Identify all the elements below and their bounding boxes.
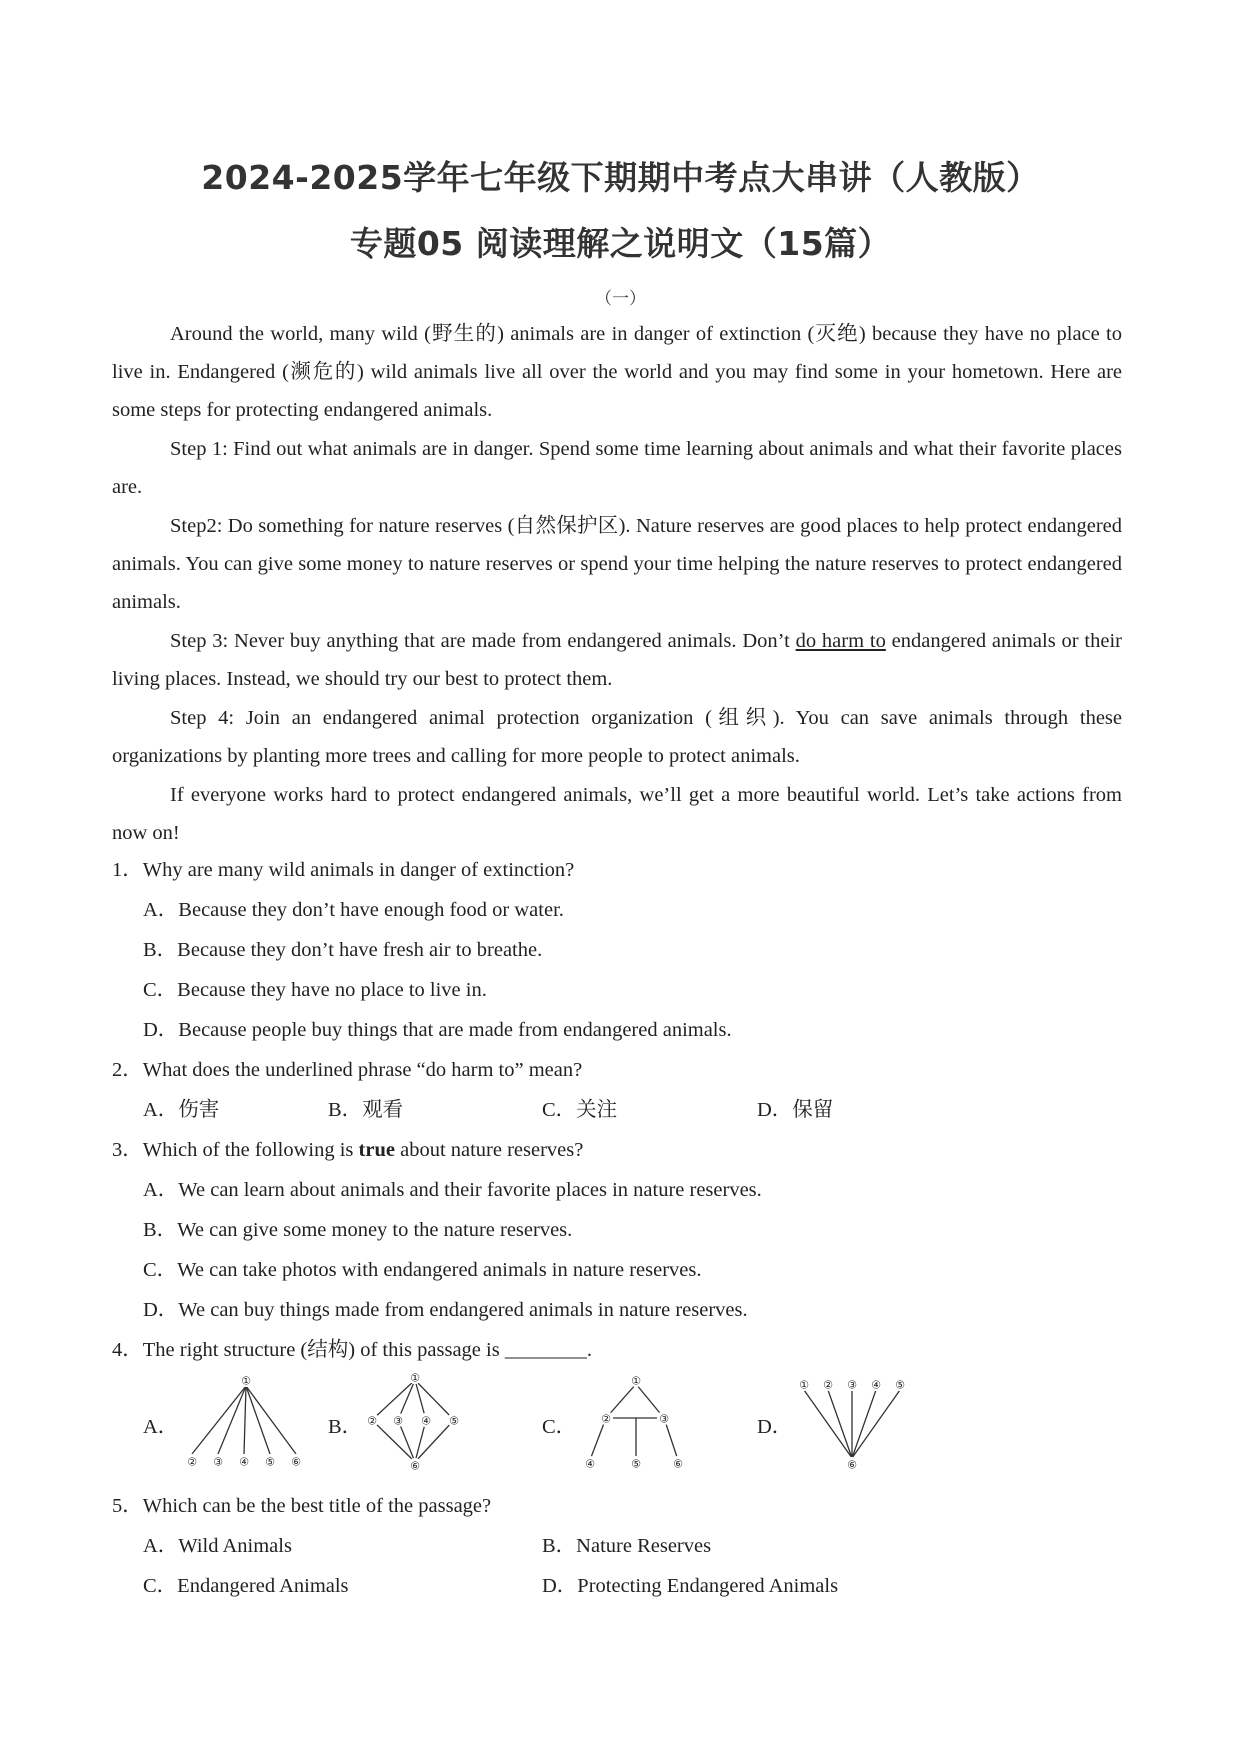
svg-text:②: ② [601, 1412, 611, 1426]
svg-text:⑤: ⑤ [265, 1455, 275, 1469]
svg-text:①: ① [799, 1378, 809, 1392]
passage-paragraph-3: Step2: Do something for nature reserves (自然保护区). Nature reserves are good places to help protect endangered animals. You can give some money to nature reserves or spend your time helping the nature reserves to protect endangered animals. [112, 515, 1122, 613]
q5-option-b[interactable]: B．Nature Reserves [542, 1535, 712, 1557]
diagram-c-svg [578, 1372, 690, 1472]
q4-option-d[interactable]: D． [757, 1416, 793, 1438]
svg-text:⑥: ⑥ [847, 1458, 857, 1472]
q5-option-a[interactable]: A．Wild Animals [143, 1535, 292, 1557]
q3-option-b[interactable]: B．We can give some money to the nature reserves. [143, 1219, 573, 1241]
svg-text:⑤: ⑤ [895, 1378, 905, 1392]
q1-option-c[interactable]: C．Because they have no place to live in. [143, 979, 487, 1001]
q3-option-d[interactable]: D．We can buy things made from endangered animals in nature reserves. [143, 1299, 748, 1321]
page-subtitle: 专题05 阅读理解之说明文（15篇） [349, 224, 892, 263]
diagram-b-svg [360, 1368, 470, 1474]
q2-option-c[interactable]: C．关注 [542, 1099, 618, 1121]
svg-text:②: ② [823, 1378, 833, 1392]
page-title: 2024-2025学年七年级下期期中考点大串讲（人教版） [201, 158, 1040, 197]
svg-text:④: ④ [585, 1457, 595, 1471]
q1-option-b[interactable]: B．Because they don’t have fresh air to breathe. [143, 939, 543, 961]
passage-paragraph-1: Around the world, many wild (野生的) animals are in danger of extinction (灭绝) because they have no place to live in. Endangered (濒危的) wild animals live all over the world and you may find some in your hometown. Here are some steps for protecting endangered animals. [112, 323, 1122, 421]
svg-text:⑤: ⑤ [631, 1457, 641, 1471]
q2-option-a[interactable]: A．伤害 [143, 1099, 220, 1121]
svg-text:④: ④ [421, 1414, 431, 1428]
svg-text:③: ③ [393, 1414, 403, 1428]
svg-text:⑥: ⑥ [291, 1455, 301, 1469]
q5-option-d[interactable]: D．Protecting Endangered Animals [542, 1575, 839, 1597]
q1-option-a[interactable]: A．Because they don’t have enough food or water. [143, 899, 564, 921]
diagram-d-svg [794, 1376, 914, 1474]
svg-text:①: ① [410, 1371, 420, 1385]
passage-paragraph-6: If everyone works hard to protect endangered animals, we’ll get a more beautiful world. Let’s take actions from now on! [112, 784, 1122, 844]
underlined-phrase: do harm to [795, 630, 886, 652]
svg-text:①: ① [631, 1374, 641, 1388]
svg-text:⑤: ⑤ [449, 1414, 459, 1428]
passage-paragraph-5: Step 4: Join an endangered animal protection organization (组织). You can save animals through these organizations by planting more trees and calling for more people to protect animals. [112, 707, 1122, 767]
q4-option-a[interactable]: A． [143, 1416, 179, 1438]
q3-option-a[interactable]: A．We can learn about animals and their favorite places in nature reserves. [143, 1179, 762, 1201]
q4-option-b[interactable]: B． [328, 1416, 363, 1438]
svg-text:⑥: ⑥ [673, 1457, 683, 1471]
question-1: 1．Why are many wild animals in danger of extinction? [112, 859, 575, 881]
passage-paragraph-2: Step 1: Find out what animals are in danger. Spend some time learning about animals and what their favorite places are. [112, 438, 1122, 498]
svg-text:①: ① [241, 1374, 251, 1388]
svg-text:③: ③ [847, 1378, 857, 1392]
svg-text:④: ④ [871, 1378, 881, 1392]
passage-paragraph-4: Step 3: Never buy anything that are made from endangered animals. Don’t do harm to endangered animals or their living places. Instead, we should try our best to protect them. [112, 630, 1122, 690]
q3-option-c[interactable]: C．We can take photos with endangered animals in nature reserves. [143, 1259, 702, 1281]
section-number: （一） [595, 289, 646, 308]
q1-option-d[interactable]: D．Because people buy things that are made from endangered animals. [143, 1019, 732, 1041]
diagram-a-svg [182, 1372, 312, 1470]
q2-option-d[interactable]: D．保留 [757, 1099, 834, 1121]
structure-diagram-d[interactable] [794, 1376, 914, 1474]
q4-option-c[interactable]: C． [542, 1416, 577, 1438]
q2-option-b[interactable]: B．观看 [328, 1099, 404, 1121]
svg-text:②: ② [187, 1455, 197, 1469]
structure-diagram-c[interactable] [578, 1372, 690, 1472]
question-4: 4．The right structure (结构) of this passage is ________. [112, 1339, 592, 1361]
q5-option-c[interactable]: C．Endangered Animals [143, 1575, 349, 1597]
svg-text:③: ③ [659, 1412, 669, 1426]
structure-diagram-b[interactable] [360, 1368, 470, 1474]
svg-text:⑥: ⑥ [410, 1459, 420, 1473]
question-2: 2．What does the underlined phrase “do harm to” mean? [112, 1059, 583, 1081]
svg-text:④: ④ [239, 1455, 249, 1469]
question-5: 5．Which can be the best title of the passage? [112, 1495, 492, 1517]
question-3: 3．Which of the following is true about nature reserves? [112, 1139, 584, 1161]
svg-text:②: ② [367, 1414, 377, 1428]
svg-text:③: ③ [213, 1455, 223, 1469]
structure-diagram-a[interactable] [182, 1372, 312, 1470]
